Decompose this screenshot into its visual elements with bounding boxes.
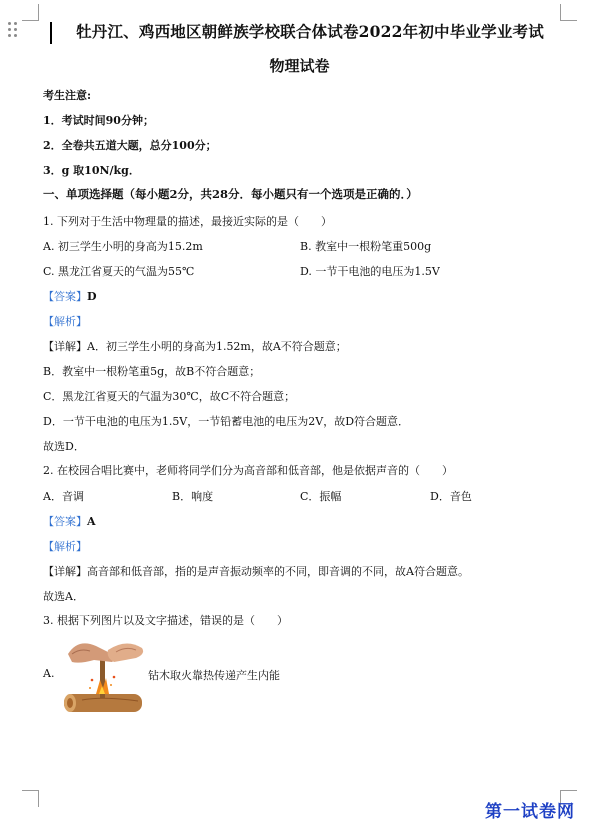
question-option: D. 一节干电池的电压为1.5V (300, 265, 440, 278)
option-label: A. (43, 667, 55, 680)
answer-value: A (87, 515, 96, 528)
option-text: 钻木取火靠热传递产生内能 (148, 669, 280, 682)
question-option: B．响度 (172, 490, 214, 503)
detail-text: 高音部和低音部，指的是声音振动频率的不同，即音调的不同，故A符合题意。 (87, 565, 469, 578)
notice-item: 2．全卷共五道大题，总分100分； (43, 139, 217, 152)
page-subtitle: 物理试卷 (269, 57, 330, 75)
detail-text: A．初三学生小明的身高为1.52m，故A不符合题意； (87, 340, 347, 353)
question-option: B. 教室中一根粉笔重500g (300, 240, 432, 253)
detail-text: C．黑龙江省夏天的气温为30℃，故C不符合题意； (43, 390, 296, 403)
question-option: A. 初三学生小明的身高为15.2m (43, 240, 203, 253)
question-option: A．音调 (43, 490, 84, 503)
answer-line (43, 513, 96, 529)
detail-text: D．一节干电池的电压为1.5V，一节铅蓄电池的电压为2V，故D符合题意． (43, 415, 410, 428)
detail-tag: 【详解】 (43, 565, 87, 578)
page-corner-mark (560, 4, 577, 21)
notice-heading: 考生注意: (43, 89, 92, 102)
answer-line (43, 288, 97, 304)
detail-line (43, 563, 469, 579)
section-heading: 一、单项选择题（每小题2分，共28分．每小题只有一个选项是正确的．） (43, 187, 418, 201)
conclusion: 故选A． (43, 590, 84, 603)
question-option: C. 黑龙江省夏天的气温为55℃ (43, 265, 195, 278)
question-stem: 3. 根据下列图片以及文字描述，错误的是（ ） (43, 614, 288, 627)
site-watermark-logo: 第一试卷网 (485, 802, 575, 822)
detail-tag: 【详解】 (43, 340, 87, 353)
drag-handle-icon[interactable] (8, 22, 18, 38)
question-stem: 2. 在校园合唱比赛中，老师将同学们分为高音部和低音部，他是依据声音的（ ） (43, 464, 453, 477)
analysis-tag: 【解析】 (43, 540, 87, 553)
answer-tag: 【答案】 (43, 515, 87, 528)
analysis-tag: 【解析】 (43, 315, 87, 328)
answer-value: D (87, 290, 97, 303)
page-corner-mark (22, 790, 39, 807)
question-option: C．振幅 (300, 490, 342, 503)
notice-item: 3．g 取10N/kg． (43, 164, 140, 177)
answer-tag: 【答案】 (43, 290, 87, 303)
page-corner-mark (22, 4, 39, 21)
question-option: D．音色 (430, 490, 472, 503)
question-stem: 1. 下列对于生活中物理量的描述，最接近实际的是（ ） (43, 215, 332, 228)
detail-text: B．教室中一根粉笔重5g，故B不符合题意； (43, 365, 261, 378)
page-title: 牡丹江、鸡西地区朝鲜族学校联合体试卷2022年初中毕业学业考试 (76, 22, 544, 41)
conclusion: 故选D． (43, 440, 85, 453)
detail-line (43, 338, 347, 354)
drilling-wood-fire-illustration (62, 632, 148, 716)
notice-item: 1．考试时间90分钟； (43, 114, 154, 127)
